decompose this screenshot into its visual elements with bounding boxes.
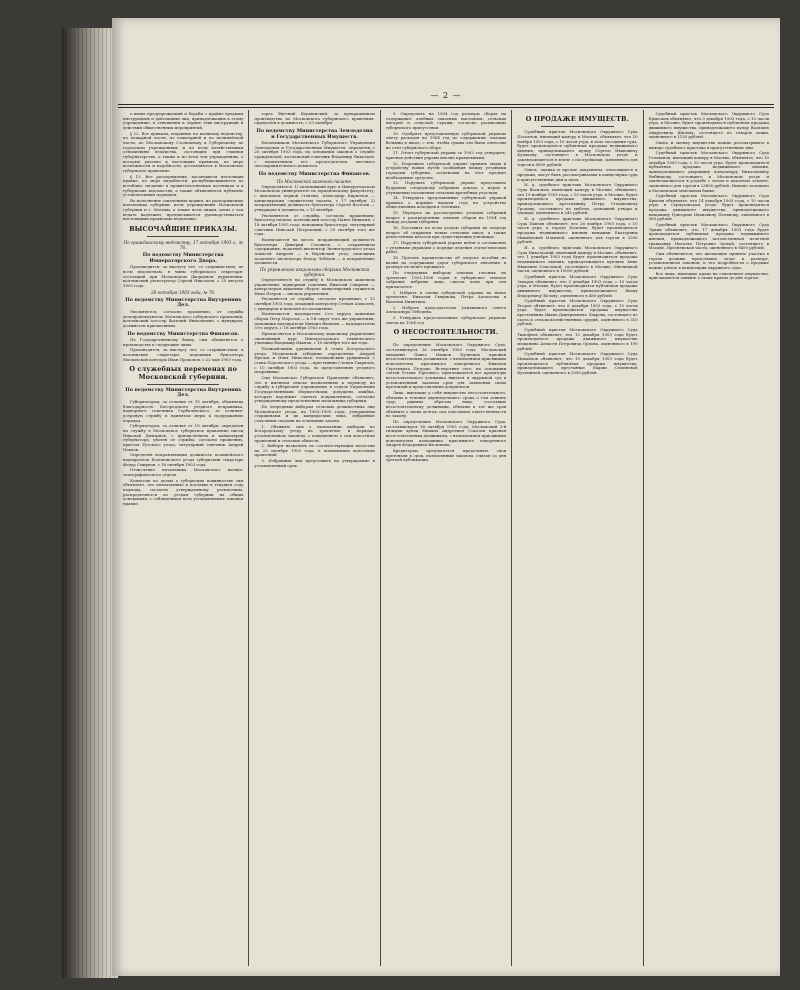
section-rule <box>410 339 482 340</box>
paragraph: Определяются: 1) окончивший курс в Императорском Московском университете по юридическому факультету, с дипломом первой степени, Александр Кириллов — канцелярским служителем палаты, с 17 октября; 2) исправляющий должность бухгалтера Сергей Веселов — утвержден в должности, с 15 октября. <box>254 183 375 212</box>
paragraph: Увольняется, согласно прошению, от службы делопроизводитель Московского губернского правления, коллежский асессор Василий Николаевич, с мундиром, должности присвоенным. <box>123 308 244 328</box>
paragraph: Полицейскими урядниками 4 стана Богородского уезда, Московской губернии, определены: Андрей Фролов и Илья Николаев; полицейским урядником 2 стана Подольского уезда — крестьянин Степан Гаврилов, с 10 октября 1903 года, по представлению уездного исправника. <box>254 346 375 375</box>
paragraph: Губернатором, за отличие от 18 октября, определен на службу в Московское губернское правление писец Николай Дмитриев, с причислением к канцелярии губернатора; уволен от службы, согласно прошению, пристав Рузского уезда, титулярный советник Андрей Павлов. <box>123 423 244 452</box>
department-heading: По ведомству Министерства Императорского Двора. <box>142 252 224 264</box>
header-rule <box>118 104 774 108</box>
paragraph: Кредиторам предлагается представить свои претензии в срок, назначенный законом, считая со дня третьей публикации. <box>385 447 507 463</box>
paragraph: 9. Определить на 1904 год размеры сборов на содержание: хлебных запасных магазинов, сельских писарей и сельской стражи, согласно расписанию губернского присутствия. <box>385 111 507 130</box>
paragraph: Губернатором, за отличие от 15 октября, объявлена благодарность: Богородского уездного исправника, надворного советника Горбачевского, за отлично-усердную службу и принятые меры к поддержанию порядка. <box>123 399 244 423</box>
paragraph: Опись и оценку имущества можно рассматривать в камере судебного пристава в присутственные дни. <box>648 139 770 150</box>
paragraph: Отчисление начальника Московского военно-топографического отдела. <box>123 467 244 477</box>
section-heading: ВЫСОЧАЙШИЕ ПРИКАЗЫ. <box>129 225 238 234</box>
paragraph: 18. Просить правительство об отпуске пособия из казны на содержание дорог губернского значения, в размере не менее прежнего. <box>385 255 507 270</box>
paragraph: 10. Одобрить представленную губернской управою смету расходов на 1904 год по содержанию земских больниц и школ, с тем, чтобы суммы эти были отнесены на счет губернского сбора. <box>385 130 507 150</box>
book-page-edges <box>62 28 118 978</box>
section-heading: О ПРОДАЖЕ ИМУЩЕСТВ. <box>525 115 630 123</box>
paragraph: И. д. судебного пристава Московского Окружного Суда Павлов объявляет, что 26 ноября 1903 года, с 10 часов утра, в городе Коломне, будет производиться продажа недвижимого имения мещанки Екатерины Михайловой Ильиной, оцененного для торгов в 3200 рублей. <box>517 216 638 245</box>
column-3 <box>381 110 512 966</box>
paragraph: 17. Поручить губернской управе войти в соглашение с уездными управами о порядке ведения статистических работ. <box>385 240 507 255</box>
paragraph: 3. Утвердить представленные губернскою управою сметы на 1904 год. <box>385 314 507 325</box>
section-heading: О НЕСОСТОЯТЕЛЬНОСТИ. <box>393 328 499 337</box>
paragraph: 16. Поставить по всем уездам губернии на очередь вопрос об открытии новых сельских школ, а также ремесленных классов при существующих училищах. <box>385 225 507 240</box>
paragraph: Начальником Московского Губернского Управления Земледелия и Государственных Имуществ, определен с 20 октября 1903 года, на основании законов о службе гражданской, коллежский советник Владимир Николаев, с назначением его председателем местного лесоохранительного комитета. <box>254 140 375 169</box>
paragraph: 1. Избрать в члены губернской управы на новое трехлетие: Николая Смирнова, Петра Алексеева и Василия Никитина. <box>385 289 507 304</box>
paragraph: § 12. Все приказы, изданные по военному ведомству, по пожарной части, по санитарной и по полицейской части, по Московскому Столичному и Губернскому по городским учреждениям, и по всем хозяйственным отношениям ведомства, состоящим при главном губернаторстве, а также и по всем тем учреждениям, о которых указано в настоящих правилах, по мере возможности и надобности, доставляются в Московское губернское правление. <box>123 130 244 173</box>
paragraph: Сим Московское Губернское Правление объявляет, что в именном списке назначенных к переводу на службу в губернские учреждения, в отделе Управления Государственными Имуществами, допущена ошибка, которую надлежит считать исправленною, согласно утвержденному представлению начальника губернии. <box>254 374 375 404</box>
paragraph: И. д. судебного пристава Московского Окружного Суда Васильев, имеющий камеру в Москве, объявляет, что 19 ноября 1903 года, с 10 часов утра, в Москве, будет производиться продажа движимого имущества, принадлежащего крестьянину Петру Степановичу Громову, состоящего из мебели, домашней утвари и одежды, оцененного в 245 рублей. <box>517 182 638 216</box>
paragraph: Увольняются от службы, согласно прошениям: бухгалтер палаты, коллежский асессор Павел Никитин, с 18 октября 1903 года; помощник бухгалтера, титулярный советник Николай Петровский, с 20 октября того же года. <box>254 212 375 237</box>
paragraph: Назначаются на места: исправляющий должность бухгалтера Дмитрий Соловьев, с сохранением содержания; податной инспектор Звенигородского уезда Алексей Андреев — в Верейский уезд; помощник податного инспектора Федор Лебедев — к исправлению должности. <box>254 236 375 266</box>
paragraph: И. д. судебного пристава Московского Окружного Суда Никольский, имеющий камеру в Москве, объявляет, что 1 декабря 1903 года будет производиться продажа недвижимого имения, принадлежащего купчихе Анне Ивановне Соколовой, состоящего в Москве, Мясницкой части, оцененного в 15000 рублей. <box>517 244 638 274</box>
paragraph: Судебный пристав Московского Окружного Суда Поспелов, имеющий камеру в Москве, объявляет, что 10 ноября 1903 года, с 10 часов утра, в зале заседания суда, будет производиться публичная продажа недвижимого имения, принадлежащего купцу Сергею Ивановичу Кулакову, состоящего в Московском уезде и заключающегося в земле с постройками, оцененного для торгов в 8500 рублей. <box>517 129 638 167</box>
paragraph: 1. Объявить сим о назначении выборов по Богородскому уезду на трехлетие, в порядке, установленном законом, с извещением о сем волостных правлений и сельских обществ. <box>254 423 375 443</box>
department-heading: По ведомству Министерства Финансов. <box>258 171 371 178</box>
section-rule <box>147 236 219 237</box>
paragraph: Судебный пристав Московского Окружного Суда Голованов, имеющий камеру в Москве, объявляет, что 10 декабря 1903 года, с 10 часов утра, будет производиться публичная продажа недвижимого имения, принадлежащего дворянину Александру Николаевичу Рыбникову, состоящего в Московском уезде и заключающегося в усадьбе с лесом и пахотною землею, оцененного для торгов в 23800 рублей. Имение заложено в Московском земельном банке. <box>648 150 770 193</box>
column-4 <box>512 110 643 966</box>
department-heading: По ведомству Министерства Внутренних Дел. <box>125 296 242 309</box>
paragraph: По очередным выборам земских гласных на трехлетие 1903–1906 годов в губернское земское собрание избраны лица, список коих при сем прилагается. <box>385 270 507 289</box>
paragraph: Все лица, имеющие право на означенное имущество, приглашаются заявить о своих правах до дня торгов. <box>648 270 770 281</box>
section-rule <box>147 384 219 385</box>
department-heading: По ведомству Министерства Земледелия и Государственных Имуществ. <box>256 127 373 140</box>
subheading: По Московской казенной палате. <box>276 178 353 184</box>
paragraph: 12. Разрешить губернской управе принять меры к устройству новых путей сообщения между уездными городами губернии, ассигновав на этот предмет необходимые средства. <box>385 160 507 180</box>
paragraph: Причисляется к Московскому акцизному управлению окончивший курс Императорского технического училища Владимир Иванов, с 16 октября того же года. <box>254 331 375 346</box>
paragraph: Производятся, за выслугу лет, со старшинством: в коллежские секретари: помощник бухгалтера Московской конторы Иван Прокопов, с 22 мая 1903 года. <box>123 347 244 362</box>
paragraph: Сим объявляется, что желающие принять участие в торгах должны представить залог в размере, установленном законом, и что подробности о продаже можно узнать в канцелярии окружного суда. <box>648 251 770 270</box>
paragraph: Судебный пристав Московского Окружного Суда Михайлов объявляет, что 15 декабря 1903 года будет производиться публичная продажа имущества, принадлежащего крестьянке Марии Семеновой Кузьминой, оцененного в 2050 рублей. <box>517 351 638 376</box>
paragraph: Судебный пристав Московского Окружного Суда Захаров объявляет, что 5 декабря 1903 года, с 10 часов утра, в Москве, будет производиться публичная продажа движимого имущества, принадлежащего Якову Федоровичу Белову, оцененного в 480 рублей. <box>517 273 638 298</box>
paragraph: По определению Московского Окружного Суда, состоявшемуся 16 октября 1903 года, Московский мещанин Павел Иванов Кузнецов признан несостоятельным должником, с назначением присяжным попечителем присяжного поверенного Николая Сергеевича Петрова. Вследствие сего, на основании статей Устава Торгового, приглашаются все кредиторы несостоятельного должника явиться в окружной суд в установленный законом срок для заявления своих претензий и представления документов. <box>385 342 507 390</box>
paragraph: Производится, за выслугу лет, со старшинством, по всем ведомствам, в чины губернского секретаря: состоящий при Московском Дворцовом управлении, коллежский регистратор Сергей Николаев, с 25 августа 1903 года. <box>123 264 244 289</box>
column-5 <box>644 110 774 966</box>
newspaper-page <box>112 18 780 976</box>
department-heading: По ведомству Министерства Внутренних Дел. <box>125 386 242 399</box>
paragraph: 2. Выборы назначить по соответствующим волостям на 23 октября 1903 года, в помещениях волостных правлений. <box>254 443 375 458</box>
subheading: По управлению акцизными сборами Московской губернии. <box>260 266 370 277</box>
column-2 <box>249 110 380 966</box>
section-rule <box>541 126 613 127</box>
paragraph: По очередным выборам сельских должностных лиц Московского уезда, на 1903–1905 годы, утверждены старшинами и их кандидатами лица, избранные сельскими сходами на основании закона. <box>254 403 375 423</box>
paragraph: 15. Передать на рассмотрение уездных собраний вопрос о распределении земских сборов на 1904 год между уездами губернии. <box>385 210 507 225</box>
paragraph: По определению Московского Окружного Суда, состоявшемуся 14 октября 1903 года, Московский 2-й гильдии купец Михаил Андреевич Соколов признан несостоятельным должником, с назначением присяжным попечителем помощника присяжного поверенного Андрея Федоровича Васильева. <box>385 418 507 448</box>
paragraph: Комиссия по делам о губернских повинностях сим объявляет, что назначенные к поставке в текущем году подводы, согласно утвержденному расписанию, распределяются по уездам губернии на общих основаниях, с соблюдением всех установленных законом правил. <box>123 477 244 506</box>
paragraph: Определен исправляющим должность полицейского надзирателя Коломенского уезда губернский секретарь Федор Смирнов, с 16 октября 1903 года. <box>123 452 244 467</box>
paragraph: Судебный пристав Московского Окружного Суда Лукин объявляет, что 17 декабря 1903 года будет производиться публичная продажа недвижимого имения, принадлежащего потомственной почетной гражданке Наталье Петровне Зуевой, состоящего в Москве, Пресненской части, оцененного в 9400 рублей. <box>648 222 770 251</box>
paragraph: 2. Избрать председателем училищного совета Александра Лебедева. <box>385 304 507 315</box>
paragraph: Во исполнение означенных правил, по распоряжению начальника губернии, всем учреждениям Московской губернии и г. Москвы, а также всем лицам, коим о том ведать надлежит, предписывается руководствоваться настоящими правилами неуклонно. <box>123 197 244 222</box>
paragraph: Лица, имеющие у себя имущество несостоятельного, обязаны в течение двухнедельного срока о том заявить суду; равным образом лица, состоящие несостоятельному должными, обязаны в тот же срок объявить о своих долгах, под опасением ответственности по закону. <box>385 389 507 419</box>
paragraph: Увольняется от службы, согласно прошению, с 15 октября 1903 года, младший контролер Степан Алексеев, с мундиром и пенсией по положению. <box>254 296 375 311</box>
subheading: 20 октября 1903 года, № 78. <box>151 289 216 295</box>
paragraph: Определяются на службу в Московском акцизном управлении: надворный советник Николай Смирнов — контролером акцизных сборов; канцелярский служитель Иван Петров — писцом управления. <box>254 276 375 296</box>
paragraph: Судебный пристав Московского Окружного Суда Крылов объявляет, что 14 декабря 1903 года, с 10 часов утра, в Серпуховском уезде, будет производиться продажа движимого имущества, принадлежащего мещанину Григорию Ивановичу Полякову, оцененного в 560 рублей. <box>648 193 770 222</box>
section-heading: О служебных переменах по Московской губернии. <box>129 365 238 381</box>
text-columns <box>118 110 774 966</box>
subheading: По гражданскому ведомству, 17 октября 1903 г., № 76. <box>123 240 243 251</box>
paragraph: 14. Утвердить предложенные губернской управой правила о порядке выдачи ссуд на устройство общественных колодцев в селениях. <box>385 195 507 210</box>
paragraph: Судебный пристав Московского Окружного Суда Тимофеев объявляет, что 12 декабря 1903 года будет производиться продажа движимого имущества мещанина Алексея Петровича Орлова, оцененного в 190 рублей. <box>517 327 638 351</box>
paragraph: § 13. Все распоряжения, касающиеся настоящих правил, по мере надобности, распубликовываются во всеобщее сведение в правительственных вестниках и в губернских ведомостях, а также объявляются публично установленным порядком. <box>123 173 244 198</box>
paragraph: Судебный пристав Московского Окружного Суда Егоров объявляет, что 8 декабря 1903 года, с 10 часов утра, будет производиться продажа имущества крестьянина Ивана Дмитриевича Лаврова, состоящего из скота и сельскохозяйственных орудий, оцененного в 310 рублей. <box>517 298 638 327</box>
page-number: — 2 — <box>430 91 462 100</box>
paragraph: 11. Отчет губернской управы за 1902 год утвердить, признав действия управы вполне правильными. <box>385 150 507 160</box>
paragraph: 3. Избранных лиц представить на утверждение в установленный срок. <box>254 458 375 468</box>
column-1 <box>118 110 249 966</box>
paragraph: Опись, оценка и прочие документы, относящиеся к продаже, могут быть рассматриваемы в канцелярии суда в присутственные дни и часы. <box>517 167 638 182</box>
paragraph: Судебный пристав Московского Окружного Суда Ермолаев объявляет, что 3 декабря 1903 года, с 10 часов утра, в Москве, будет производиться публичная продажа движимого имущества, принадлежащего купцу Василию Андреевичу Шилову, состоящего из товаров лавки, оцененного в 1150 рублей. <box>648 111 770 140</box>
paragraph: По Государственному банку, сим объявляется о производстве в следующие чины. <box>123 337 244 347</box>
department-heading: По ведомству Министерства Финансов. <box>127 330 240 337</box>
paragraph: торга Евгений Вершинский, за прекращением производства по Московского губернского правления, определен в должность, с 23 октября. <box>254 111 375 126</box>
paragraph: 13. Поручить губернской управе представить будущему очередному собранию доклад о мерах к улучшению положения сельских врачебных участков. <box>385 180 507 195</box>
paragraph: о вновь предупреждений и борьбы с крайне вредным инструкцией и действиями лиц, принадлежащих к этому учреждению, в отношении к охране этих инструкций и действий общественных мероприятий. <box>123 111 244 130</box>
paragraph: Назначаются: надзиратель 2-го округа акцизных сборов Петр Морозов — в 3-й округ того же управления; помощник надзирателя Михаил Яковлев — надзирателем 5-го округа, с 18 октября 1903 года. <box>254 311 375 331</box>
